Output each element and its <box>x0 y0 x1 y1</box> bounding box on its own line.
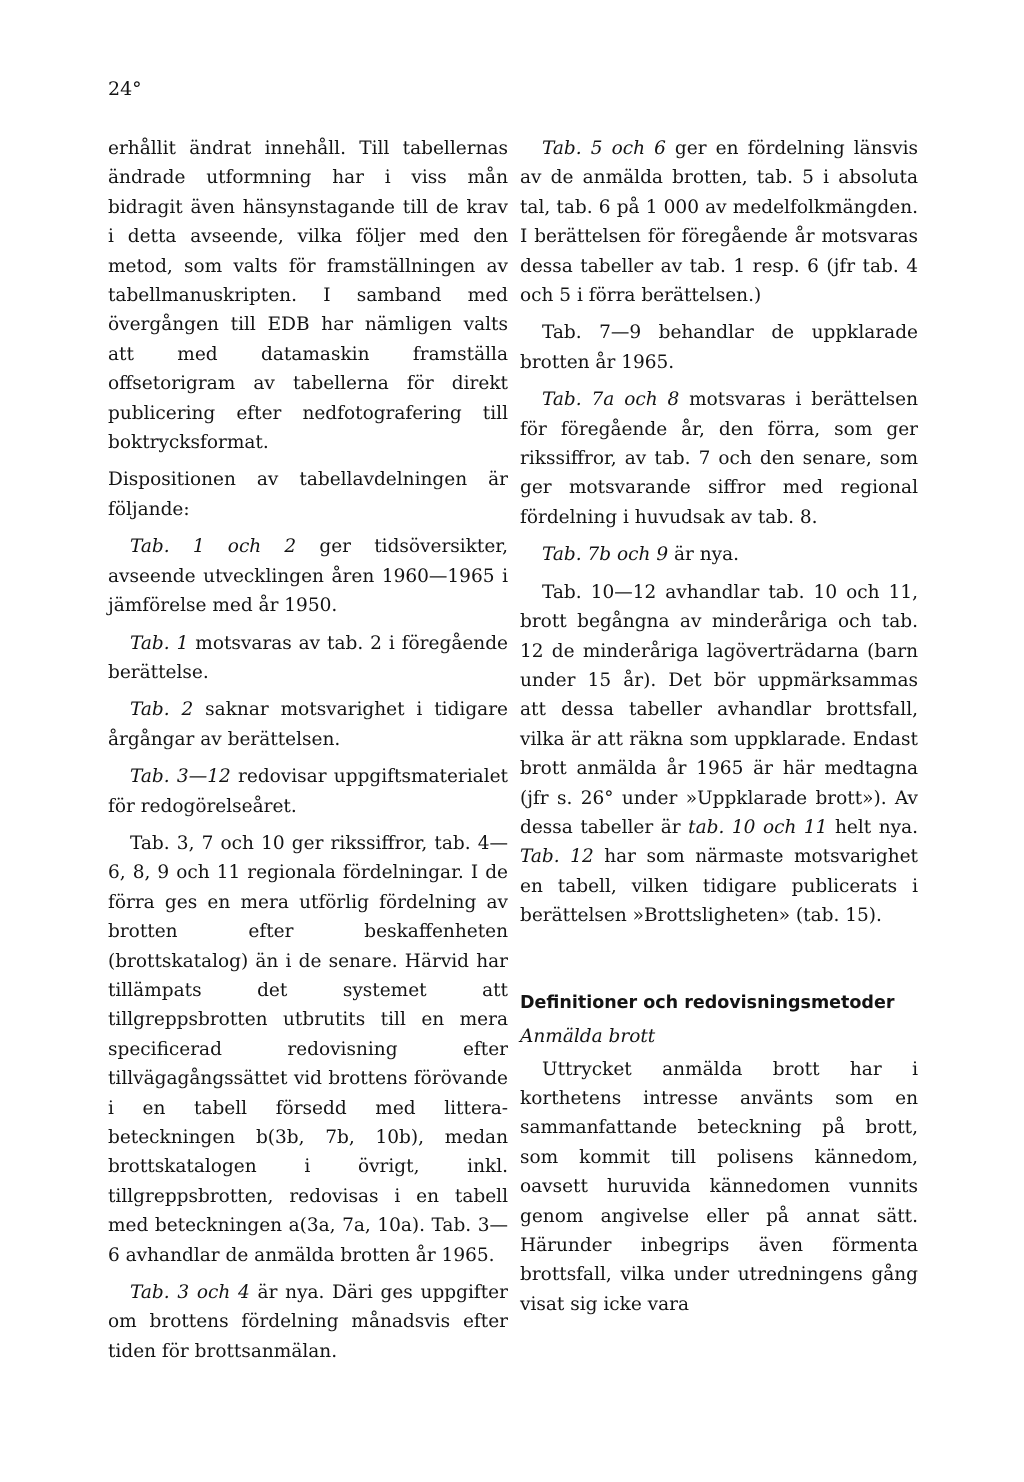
table-reference: Tab. 2 <box>130 699 194 721</box>
paragraph: Tab. 3, 7 och 10 ger rikssiffror, tab. 4—6, 8, 9 och 11 regionala fördelningar. I de förra ges en mera utförlig fördelning av brotten efter beskaffenheten (brottskatalog) än i de senare. Härvid har tillämpats det systemet att tillgreppsbrotten utbrutits till en mera specificerad redovisning efter tillvägagångssättet vid brottens förövande i en tabell försedd med littera-beteckningen b(3b, 7b, 10b), medan brottskatalogen i övrigt, inkl. tillgreppsbrotten, redovisas i en tabell med beteckningen a(3a, 7a, 10a). Tab. 3—6 avhandlar de anmälda brotten år 1965. <box>108 832 508 1266</box>
table-reference: tab. 10 och 11 <box>688 816 828 838</box>
table-reference: Tab. 7a och 8 <box>542 389 680 411</box>
table-reference: Tab. 3—12 <box>130 766 231 788</box>
paragraph: Uttrycket anmälda brott har i korthetens intresse använts som en sammanfattande beteckning på brott, som kommit till polisens kännedom, oavsett huruvida kännedomen vunnits genom angivelse eller på annat sätt. Härunder inbegrips även förmenta brottsfall, vilka under utredningens gång visat sig icke vara <box>520 1058 918 1315</box>
paragraph-text: Tab. 10—12 avhandlar tab. 10 och 11, brott begångna av minderåriga och tab. 12 de minderåriga lagöverträdarna (barn under 15 år). Det bör uppmärksammas att dessa tabeller avhandlar brottsfall, vilka är att räkna som uppklarade. Endast brott anmälda år 1965 är här medtagna (jfr s. 26° under »Uppklarade brott»). Av dessa tabeller är <box>520 581 918 838</box>
table-reference: Tab. 5 och 6 <box>542 138 666 159</box>
table-reference: Tab. 7b och 9 <box>542 544 669 566</box>
paragraph <box>108 695 508 754</box>
paragraph-text: ger tidsöversikter, avseende utvecklingen åren 1960—1965 i jämförelse med år 1950. <box>108 536 508 617</box>
paragraph-text: ger en fördelning länsvis av de anmälda brotten, tab. 5 i absoluta tal, tab. 6 på 1 000 av medelfolkmängden. I berättelsen för föregående år motsvaras dessa tabeller av tab. 1 resp. 6 (jfr tab. 4 och 5 i förra berättelsen.) <box>520 138 918 307</box>
left-column <box>108 134 508 1374</box>
paragraph-text: är nya. Däri ges uppgifter om brottens fördelning månadsvis efter tiden för brottsanmälan. <box>108 1282 508 1362</box>
paragraph: Tab. 7—9 behandlar de uppklarade brotten år 1965. <box>520 322 918 373</box>
paragraph <box>108 1278 508 1366</box>
page-number: 24° <box>108 78 142 100</box>
paragraph-text: har som närmaste motsvarighet en tabell, vilken tidigare publicerats i berättelsen »Brottsligheten» (tab. 15). <box>520 846 918 927</box>
paragraph <box>520 134 918 310</box>
sub-heading: Anmälda brott <box>520 1025 656 1047</box>
table-reference: Tab. 3 och 4 <box>130 1282 250 1304</box>
paragraph <box>108 629 508 688</box>
paragraph: Dispositionen av tabellavdelningen är följande: <box>108 469 508 520</box>
table-reference: Tab. 1 och 2 <box>130 536 297 558</box>
paragraph-text: är nya. <box>668 544 740 566</box>
paragraph <box>520 578 918 931</box>
right-column <box>520 134 918 1327</box>
paragraph <box>108 762 508 821</box>
paragraph <box>520 540 918 569</box>
paragraph-text: redovisar uppgiftsmaterialet för redogörelseåret. <box>108 766 508 817</box>
section-heading: Definitioner och redovisningsmetoder <box>520 992 895 1013</box>
paragraph-text: saknar motsvarighet i tidigare årgångar av berättelsen. <box>108 699 508 750</box>
table-reference: Tab. 12 <box>520 846 594 868</box>
paragraph-text: motsvaras av tab. 2 i föregående berättelse. <box>108 632 508 683</box>
paragraph-text: helt nya. <box>827 816 918 838</box>
table-reference: Tab. 1 <box>130 632 189 654</box>
paragraph <box>108 532 508 620</box>
paragraph <box>520 385 918 532</box>
paragraph-text: motsvaras i berättelsen för föregående år, den förra, som ger rikssiffror, av tab. 7 och den senare, som ger motsvarande siffror med regional fördelning i huvudsak av tab. 8. <box>520 389 918 528</box>
paragraph: erhållit ändrat innehåll. Till tabellernas ändrade utformning har i viss mån bidragit även hänsynstagande till de krav i detta avseende, vilka följer med den metod, som valts för framställningen av tabellmanuskripten. I samband med övergången till EDB har nämligen valts att med datamaskin framställa offsetorigram av tabellerna för direkt publicering efter nedfotografering till boktrycksformat. <box>108 138 508 454</box>
